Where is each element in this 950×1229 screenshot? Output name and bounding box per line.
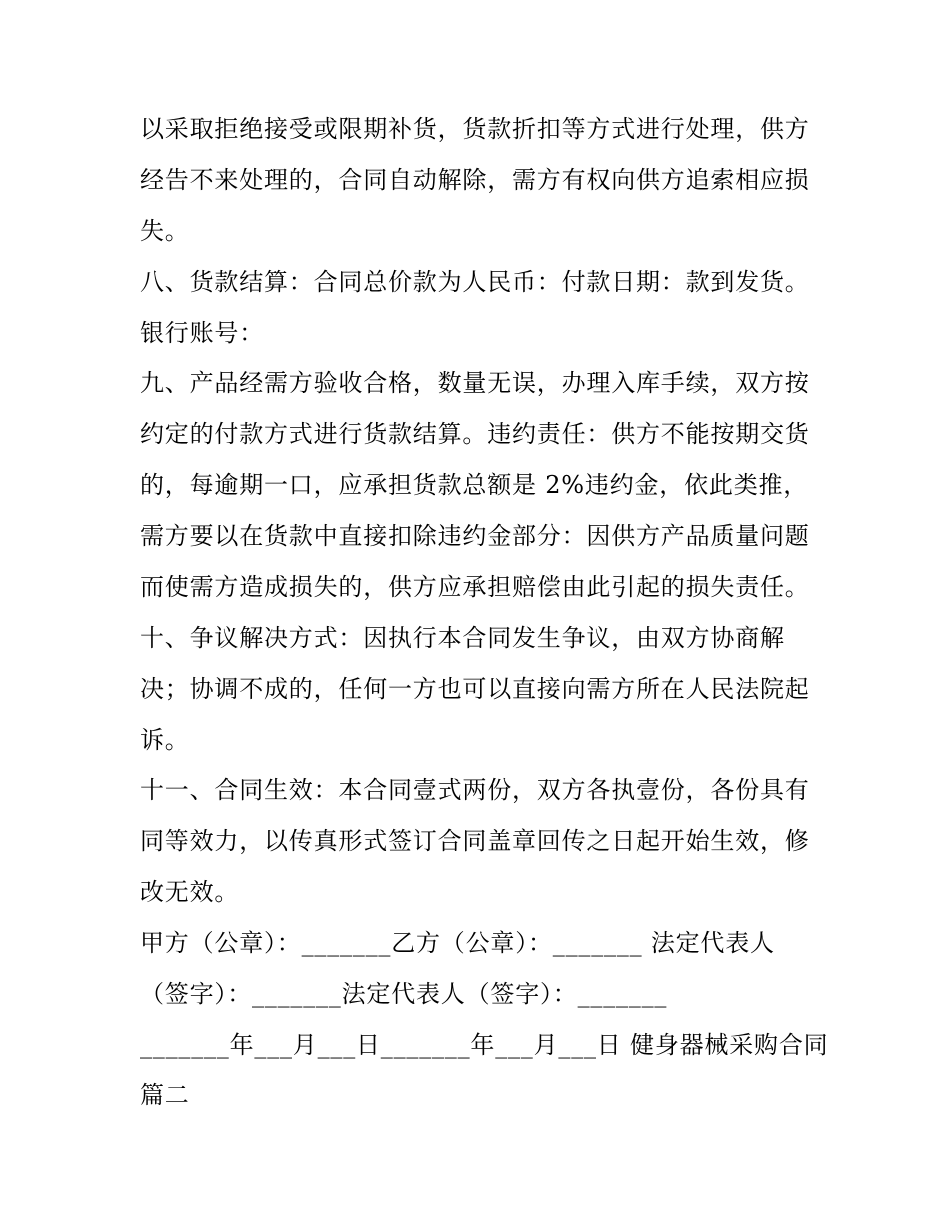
text-line: _______年___月___日_______年___月___日 健身器械采购合同 xyxy=(140,1031,829,1059)
text-line: 而使需方造成损失的，供方应承担赔偿由此引起的损失责任。 xyxy=(140,573,810,601)
text-line: 八、货款结算：合同总价款为人民币：付款日期：款到发货。 xyxy=(140,268,810,296)
text-line: （签字）：_______法定代表人（签字）：_______ xyxy=(140,980,668,1008)
text-line: 约定的付款方式进行货款结算。违约责任：供方不能按期交货 xyxy=(140,420,810,448)
text-line: 经告不来处理的，合同自动解除，需方有权向供方追索相应损 xyxy=(140,166,810,194)
text-line: 需方要以在货款中直接扣除违约金部分：因供方产品质量问题 xyxy=(140,522,810,550)
text-line: 决；协调不成的，任何一方也可以直接向需方所在人民法院起 xyxy=(140,675,810,703)
text-line: 十、争议解决方式：因执行本合同发生争议，由双方协商解 xyxy=(140,624,785,652)
text-line: 的，每逾期一口，应承担货款总额是 2%违约金，依此类推， xyxy=(140,471,809,499)
text-line: 失。 xyxy=(140,217,190,245)
text-line: 同等效力，以传真形式签订合同盖章回传之日起开始生效，修 xyxy=(140,827,810,855)
text-line: 以采取拒绝接受或限期补货，货款折扣等方式进行处理，供方 xyxy=(140,115,810,143)
text-line: 十一、合同生效：本合同壹式两份，双方各执壹份，各份具有 xyxy=(140,776,810,804)
text-line: 甲方（公章）：_______乙方（公章）：_______ 法定代表人 xyxy=(140,929,775,957)
text-line: 九、产品经需方验收合格，数量无误，办理入库手续，双方按 xyxy=(140,369,810,397)
text-line: 诉。 xyxy=(140,726,190,754)
text-line: 银行账号： xyxy=(140,319,264,347)
text-line: 改无效。 xyxy=(140,878,240,906)
text-line: 篇二 xyxy=(140,1081,190,1109)
